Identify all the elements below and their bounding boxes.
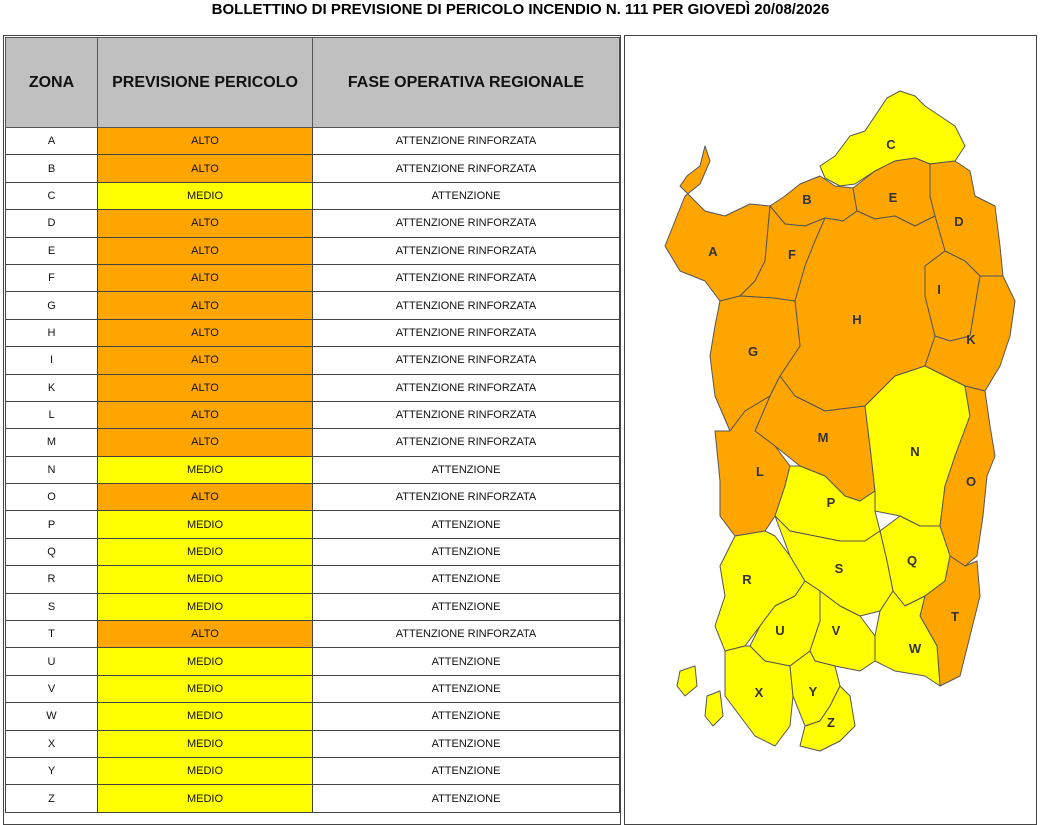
operational-phase-cell: ATTENZIONE RINFORZATA bbox=[313, 319, 620, 346]
table-row bbox=[6, 264, 620, 291]
map-label-s: S bbox=[834, 561, 844, 576]
map-label-p: P bbox=[826, 495, 836, 510]
table-row bbox=[6, 347, 620, 374]
risk-level-cell: MEDIO bbox=[98, 730, 313, 757]
table-row bbox=[6, 292, 620, 319]
zone-cell: E bbox=[6, 237, 98, 264]
operational-phase-cell: ATTENZIONE RINFORZATA bbox=[313, 155, 620, 182]
sardinia-risk-map bbox=[625, 36, 1036, 824]
risk-level-cell: ALTO bbox=[98, 210, 313, 237]
map-label-e: E bbox=[888, 190, 898, 205]
zone-cell: M bbox=[6, 429, 98, 456]
map-label-m: M bbox=[817, 430, 829, 445]
zone-cell: F bbox=[6, 264, 98, 291]
operational-phase-cell: ATTENZIONE bbox=[313, 730, 620, 757]
bulletin-title: BOLLETTINO DI PREVISIONE DI PERICOLO INCENDIO N. 111 PER GIOVEDÌ 20/08/2026 bbox=[211, 1, 830, 18]
table-row bbox=[6, 319, 620, 346]
risk-level-cell: MEDIO bbox=[98, 511, 313, 538]
zone-cell: Z bbox=[6, 785, 98, 812]
operational-phase-cell: ATTENZIONE bbox=[313, 675, 620, 702]
operational-phase-cell: ATTENZIONE bbox=[313, 785, 620, 812]
risk-level-cell: MEDIO bbox=[98, 538, 313, 565]
zone-cell: H bbox=[6, 319, 98, 346]
map-label-u: U bbox=[775, 623, 785, 638]
map-label-n: N bbox=[910, 444, 920, 459]
zone-cell: A bbox=[6, 128, 98, 155]
table-row bbox=[6, 785, 620, 812]
zone-cell: P bbox=[6, 511, 98, 538]
operational-phase-cell: ATTENZIONE bbox=[313, 566, 620, 593]
risk-level-cell: ALTO bbox=[98, 374, 313, 401]
operational-phase-cell: ATTENZIONE RINFORZATA bbox=[313, 621, 620, 648]
zone-cell: T bbox=[6, 621, 98, 648]
map-label-z: Z bbox=[827, 715, 835, 730]
table-row bbox=[6, 593, 620, 620]
risk-level-cell: MEDIO bbox=[98, 648, 313, 675]
header-zona: ZONA bbox=[6, 38, 98, 128]
table-row bbox=[6, 538, 620, 565]
map-zone-a bbox=[665, 146, 770, 301]
table-row bbox=[6, 566, 620, 593]
risk-level-cell: MEDIO bbox=[98, 593, 313, 620]
zone-cell: U bbox=[6, 648, 98, 675]
operational-phase-cell: ATTENZIONE RINFORZATA bbox=[313, 484, 620, 511]
table-row bbox=[6, 730, 620, 757]
table-row bbox=[6, 484, 620, 511]
operational-phase-cell: ATTENZIONE RINFORZATA bbox=[313, 264, 620, 291]
map-label-y: Y bbox=[808, 684, 818, 699]
risk-level-cell: MEDIO bbox=[98, 703, 313, 730]
zone-cell: Q bbox=[6, 538, 98, 565]
risk-level-cell: MEDIO bbox=[98, 456, 313, 483]
operational-phase-cell: ATTENZIONE RINFORZATA bbox=[313, 210, 620, 237]
zone-cell: D bbox=[6, 210, 98, 237]
header-previsione-pericolo: PREVISIONE PERICOLO bbox=[98, 38, 313, 128]
map-label-v: V bbox=[831, 623, 841, 638]
table-row bbox=[6, 128, 620, 155]
operational-phase-cell: ATTENZIONE bbox=[313, 182, 620, 209]
risk-level-cell: MEDIO bbox=[98, 566, 313, 593]
operational-phase-cell: ATTENZIONE bbox=[313, 456, 620, 483]
table-row bbox=[6, 374, 620, 401]
risk-level-cell: MEDIO bbox=[98, 785, 313, 812]
table-row bbox=[6, 182, 620, 209]
risk-level-cell: MEDIO bbox=[98, 182, 313, 209]
risk-level-cell: MEDIO bbox=[98, 757, 313, 784]
forecast-table bbox=[5, 37, 620, 813]
risk-level-cell: ALTO bbox=[98, 621, 313, 648]
table-row bbox=[6, 757, 620, 784]
operational-phase-cell: ATTENZIONE bbox=[313, 538, 620, 565]
zone-cell: O bbox=[6, 484, 98, 511]
sardinia-map-panel bbox=[624, 35, 1037, 825]
zone-cell: N bbox=[6, 456, 98, 483]
table-row bbox=[6, 155, 620, 182]
risk-level-cell: ALTO bbox=[98, 429, 313, 456]
map-label-c: C bbox=[886, 137, 896, 152]
operational-phase-cell: ATTENZIONE RINFORZATA bbox=[313, 374, 620, 401]
zone-cell: X bbox=[6, 730, 98, 757]
operational-phase-cell: ATTENZIONE RINFORZATA bbox=[313, 347, 620, 374]
map-label-k: K bbox=[966, 332, 976, 347]
forecast-table-panel bbox=[3, 35, 621, 825]
map-label-l: L bbox=[756, 464, 764, 479]
zone-cell: K bbox=[6, 374, 98, 401]
operational-phase-cell: ATTENZIONE RINFORZATA bbox=[313, 128, 620, 155]
operational-phase-cell: ATTENZIONE RINFORZATA bbox=[313, 429, 620, 456]
table-header-row bbox=[6, 38, 620, 128]
risk-level-cell: ALTO bbox=[98, 401, 313, 428]
header-fase-operativa: FASE OPERATIVA REGIONALE bbox=[313, 38, 620, 128]
map-label-t: T bbox=[951, 609, 959, 624]
map-label-w: W bbox=[908, 641, 922, 656]
risk-level-cell: ALTO bbox=[98, 292, 313, 319]
risk-level-cell: ALTO bbox=[98, 319, 313, 346]
zone-cell: I bbox=[6, 347, 98, 374]
operational-phase-cell: ATTENZIONE RINFORZATA bbox=[313, 292, 620, 319]
zone-cell: L bbox=[6, 401, 98, 428]
map-label-o: O bbox=[965, 474, 977, 489]
map-label-i: I bbox=[937, 282, 941, 297]
map-label-d: D bbox=[954, 214, 964, 229]
map-label-r: R bbox=[742, 572, 752, 587]
table-row bbox=[6, 648, 620, 675]
risk-level-cell: ALTO bbox=[98, 264, 313, 291]
table-row bbox=[6, 401, 620, 428]
map-label-g: G bbox=[747, 344, 759, 359]
zone-cell: B bbox=[6, 155, 98, 182]
risk-level-cell: ALTO bbox=[98, 347, 313, 374]
risk-level-cell: ALTO bbox=[98, 128, 313, 155]
operational-phase-cell: ATTENZIONE bbox=[313, 648, 620, 675]
table-row bbox=[6, 621, 620, 648]
risk-level-cell: ALTO bbox=[98, 484, 313, 511]
risk-level-cell: MEDIO bbox=[98, 675, 313, 702]
zone-cell: W bbox=[6, 703, 98, 730]
operational-phase-cell: ATTENZIONE bbox=[313, 757, 620, 784]
zone-cell: Y bbox=[6, 757, 98, 784]
map-label-b: B bbox=[802, 192, 812, 207]
map-island-sant-antioco bbox=[677, 666, 697, 696]
operational-phase-cell: ATTENZIONE bbox=[313, 511, 620, 538]
table-row bbox=[6, 210, 620, 237]
zone-cell: S bbox=[6, 593, 98, 620]
operational-phase-cell: ATTENZIONE RINFORZATA bbox=[313, 237, 620, 264]
map-label-x: X bbox=[754, 685, 764, 700]
risk-level-cell: ALTO bbox=[98, 237, 313, 264]
operational-phase-cell: ATTENZIONE bbox=[313, 593, 620, 620]
map-label-h: H bbox=[852, 312, 862, 327]
map-label-a: A bbox=[708, 244, 718, 259]
map-label-f: F bbox=[788, 247, 796, 262]
map-label-q: Q bbox=[906, 553, 918, 568]
risk-level-cell: ALTO bbox=[98, 155, 313, 182]
table-row bbox=[6, 703, 620, 730]
table-row bbox=[6, 511, 620, 538]
map-island-san-pietro bbox=[705, 691, 723, 726]
table-row bbox=[6, 456, 620, 483]
operational-phase-cell: ATTENZIONE RINFORZATA bbox=[313, 401, 620, 428]
zone-cell: G bbox=[6, 292, 98, 319]
zone-cell: R bbox=[6, 566, 98, 593]
operational-phase-cell: ATTENZIONE bbox=[313, 703, 620, 730]
table-row bbox=[6, 675, 620, 702]
zone-cell: V bbox=[6, 675, 98, 702]
zone-cell: C bbox=[6, 182, 98, 209]
table-row bbox=[6, 429, 620, 456]
table-row bbox=[6, 237, 620, 264]
